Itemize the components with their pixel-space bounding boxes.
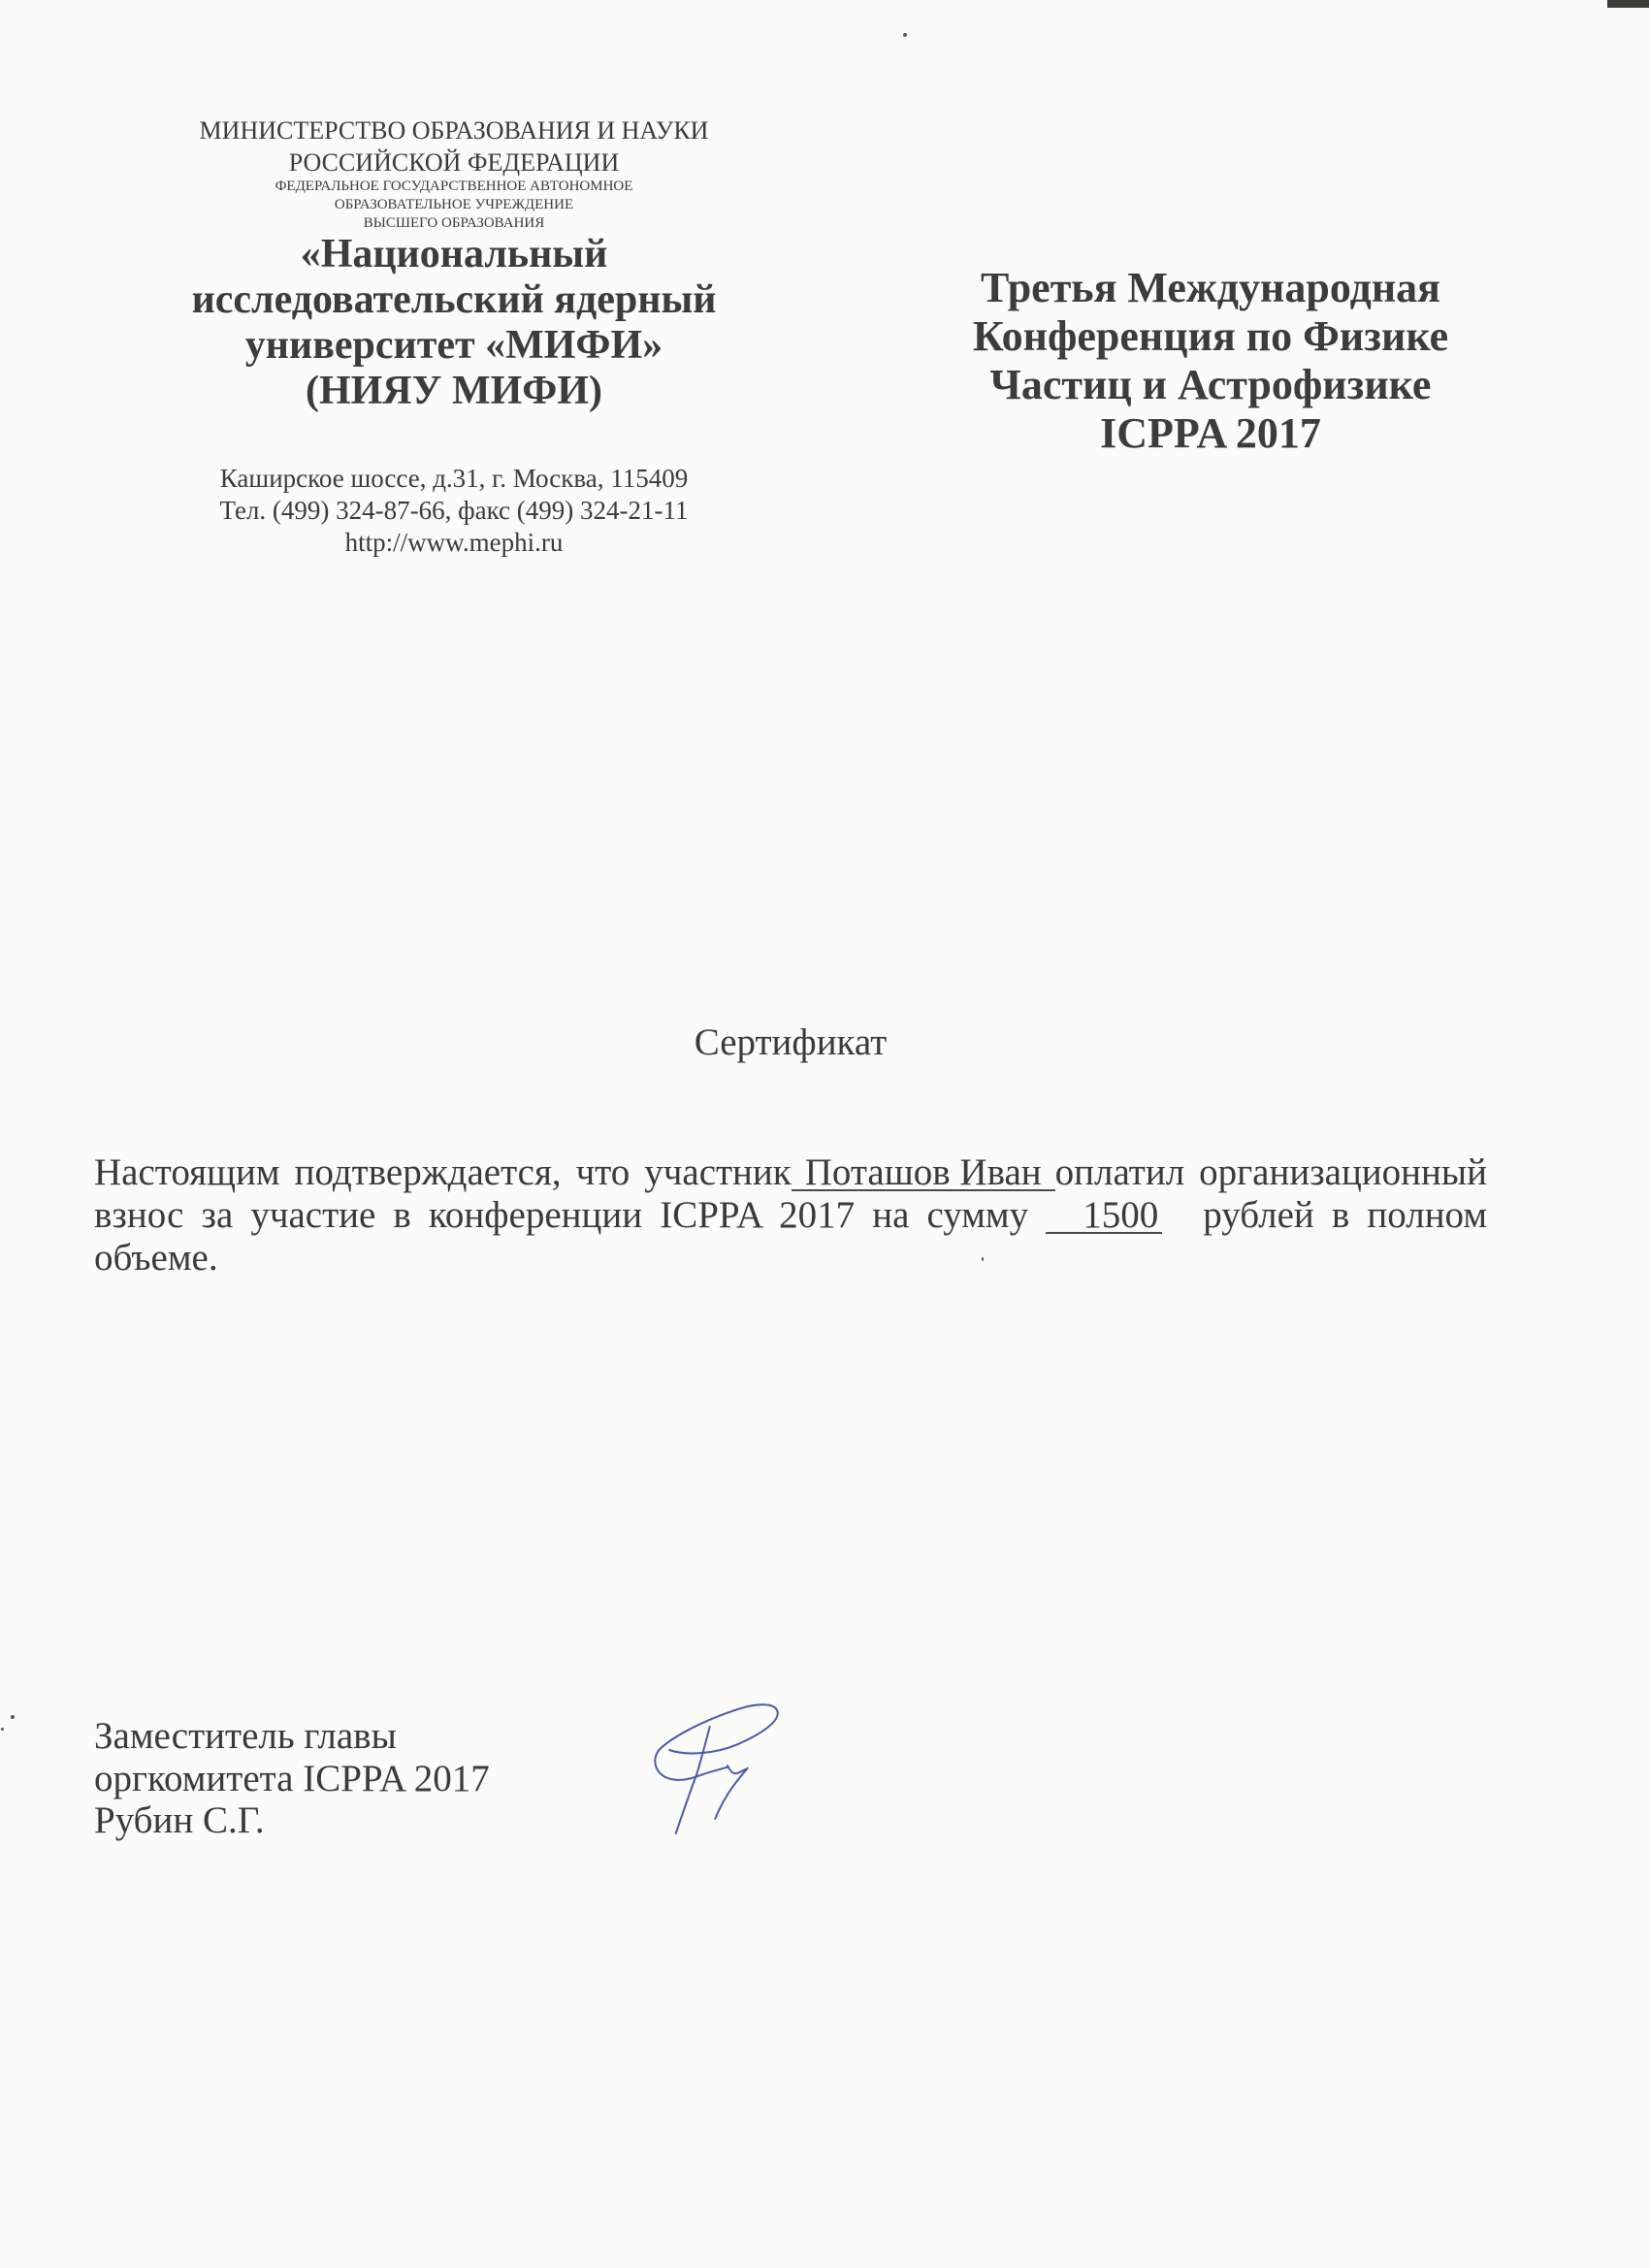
signatory-name: Рубин С.Г.	[94, 1799, 265, 1841]
university-name-line: исследовательский ядерный	[191, 277, 717, 322]
conference-title-line: ICPPA 2017	[1100, 409, 1321, 457]
fee-amount: 1500	[1046, 1198, 1162, 1234]
website-link[interactable]: http://www.mephi.ru	[344, 528, 564, 557]
scan-speck	[903, 33, 907, 37]
body-line	[94, 1237, 1487, 1280]
participant-name: Поташов Иван	[792, 1155, 1055, 1191]
conference-title-line: Частиц и Астрофизике	[989, 361, 1432, 408]
body-text: оплатил организационный	[1054, 1151, 1487, 1193]
university-name-line: (НИЯУ МИФИ)	[305, 369, 603, 413]
conference-title-line: Третья Международная	[981, 264, 1440, 311]
certificate-body	[94, 1151, 1487, 1280]
body-text: Настоящим подтверждается, что участник	[94, 1151, 792, 1193]
institution-type-line: ВЫСШЕГО ОБРАЗОВАНИЯ	[363, 215, 545, 231]
university-address	[144, 463, 764, 559]
address-line: Каширское шоссе, д.31, г. Москва, 115409	[219, 464, 689, 493]
institution-type	[144, 178, 764, 233]
body-text: рублей в полном	[1203, 1194, 1487, 1236]
body-text: объеме.	[94, 1237, 218, 1279]
signatory-position: оргкомитета ICPPA 2017	[94, 1757, 490, 1799]
institution-type-line: ФЕДЕРАЛЬНОЕ ГОСУДАРСТВЕННОЕ АВТОНОМНОЕ	[275, 178, 633, 194]
body-text: взнос за участие в конференции ICPPA 2017 на сумму	[94, 1194, 1029, 1236]
signature-hook-stroke	[715, 1766, 747, 1819]
ministry-line: МИНИСТЕРСТВО ОБРАЗОВАНИЯ И НАУКИ	[199, 116, 709, 145]
body-line	[94, 1151, 1487, 1194]
scan-edge-mark	[1607, 0, 1649, 8]
phone-fax-line: Тел. (499) 324-87-66, факс (499) 324-21-11	[219, 496, 689, 525]
signatory-position: Заместитель главы	[94, 1715, 397, 1757]
ministry-header	[144, 114, 764, 178]
institution-type-line: ОБРАЗОВАТЕЛЬНОЕ УЧРЕЖДЕНИЕ	[334, 197, 574, 212]
conference-title-line: Конференция по Физике	[972, 312, 1449, 360]
university-name	[144, 232, 764, 414]
university-name-line: университет «МИФИ»	[244, 323, 663, 368]
body-line	[94, 1194, 1487, 1237]
ministry-line: РОССИЙСКОЙ ФЕДЕРАЦИИ	[288, 148, 620, 177]
signatory-block	[94, 1715, 490, 1842]
document-title: Сертификат	[694, 1021, 888, 1063]
signature-loop-stroke	[655, 1704, 777, 1780]
conference-title	[900, 264, 1521, 458]
university-name-line: «Национальный	[300, 232, 608, 276]
handwritten-signature	[640, 1693, 795, 1853]
scan-speck	[11, 1715, 15, 1719]
scan-speck	[1, 1728, 4, 1731]
